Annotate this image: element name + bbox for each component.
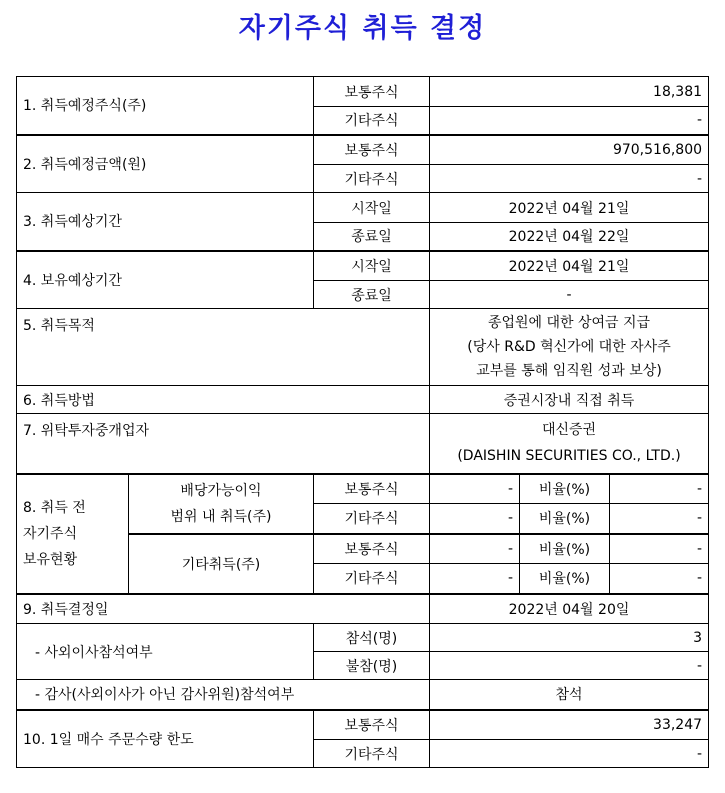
row-planned-amount xyxy=(17,135,709,165)
outside-directors-label: - 사외이사참석여부 xyxy=(17,624,314,680)
row-holding-period xyxy=(17,251,709,281)
row-method xyxy=(17,386,709,414)
treasury-holdings-label: 8. 취득 전 자기주식 보유현황 xyxy=(17,474,129,594)
absent-count: - xyxy=(430,652,709,680)
broker-label: 7. 위탁투자중개업자 xyxy=(17,414,430,474)
decision-date-label: 9. 취득결정일 xyxy=(17,594,430,624)
daily-limit-other: - xyxy=(430,740,709,768)
attend-count: 3 xyxy=(430,624,709,652)
holding-qty: - xyxy=(430,564,520,594)
holding-period-label: 4. 보유예상기간 xyxy=(17,251,314,309)
method-label: 6. 취득방법 xyxy=(17,386,430,414)
daily-limit-label: 10. 1일 매수 주문수량 한도 xyxy=(17,710,314,768)
other-stock-label: 기타주식 xyxy=(314,165,430,193)
holding-qty: - xyxy=(430,504,520,534)
planned-shares-common: 18,381 xyxy=(430,77,709,107)
planned-amount-other: - xyxy=(430,165,709,193)
row-acquisition-period xyxy=(17,193,709,223)
purpose-line: 종업원에 대한 상여금 지급 xyxy=(487,315,651,331)
common-stock-label: 보통주식 xyxy=(314,534,430,564)
holding-qty: - xyxy=(430,534,520,564)
auditor-label: - 감사(사외이사가 아닌 감사위원)참석여부 xyxy=(17,680,430,710)
acquisition-start-date: 2022년 04월 21일 xyxy=(430,193,709,223)
holding-ratio: - xyxy=(610,534,709,564)
broker-name: 대신증권 xyxy=(541,422,597,439)
planned-shares-other: - xyxy=(430,107,709,135)
absent-label: 불참(명) xyxy=(314,652,430,680)
page-title: 자기주식 취득 결정 xyxy=(238,13,487,44)
acquisition-period-label: 3. 취득예상기간 xyxy=(17,193,314,251)
common-stock-label: 보통주식 xyxy=(314,77,430,107)
broker-value xyxy=(430,414,709,474)
holding-start-date: 2022년 04월 21일 xyxy=(430,251,709,281)
row-purpose xyxy=(17,309,709,386)
row-treasury-holdings xyxy=(17,474,709,504)
common-stock-label: 보통주식 xyxy=(314,710,430,740)
distributable-profit-label: 배당가능이익 범위 내 취득(주) xyxy=(129,474,314,534)
holding-ratio: - xyxy=(610,474,709,504)
planned-shares-label: 1. 취득예정주식(주) xyxy=(17,77,314,135)
start-date-label: 시작일 xyxy=(314,251,430,281)
attend-label: 참석(명) xyxy=(314,624,430,652)
row-daily-limit xyxy=(17,710,709,740)
end-date-label: 종료일 xyxy=(314,281,430,309)
row-decision-date xyxy=(17,594,709,624)
ratio-label: 비율(%) xyxy=(520,474,610,504)
daily-limit-common: 33,247 xyxy=(430,710,709,740)
end-date-label: 종료일 xyxy=(314,223,430,251)
purpose-value xyxy=(430,309,709,386)
holding-ratio: - xyxy=(610,564,709,594)
planned-amount-label: 2. 취득예정금액(원) xyxy=(17,135,314,193)
other-stock-label: 기타주식 xyxy=(314,740,430,768)
acquisition-end-date: 2022년 04월 22일 xyxy=(430,223,709,251)
other-stock-label: 기타주식 xyxy=(314,504,430,534)
broker-name-en: (DAISHIN SECURITIES CO., LTD.) xyxy=(457,448,681,465)
other-stock-label: 기타주식 xyxy=(314,564,430,594)
start-date-label: 시작일 xyxy=(314,193,430,223)
holding-ratio: - xyxy=(610,504,709,534)
row-auditor xyxy=(17,680,709,710)
row-planned-shares xyxy=(17,77,709,107)
row-broker xyxy=(17,414,709,474)
purpose-line: (당사 R&D 혁신가에 대한 자사주 xyxy=(467,339,671,355)
other-stock-label: 기타주식 xyxy=(314,107,430,135)
common-stock-label: 보통주식 xyxy=(314,474,430,504)
common-stock-label: 보통주식 xyxy=(314,135,430,165)
purpose-line: 교부를 통해 임직원 성과 보상) xyxy=(476,363,662,379)
buyback-decision-table xyxy=(16,76,709,768)
auditor-value: 참석 xyxy=(430,680,709,710)
planned-amount-common: 970,516,800 xyxy=(430,135,709,165)
row-outside-directors xyxy=(17,624,709,652)
ratio-label: 비율(%) xyxy=(520,534,610,564)
holding-end-date: - xyxy=(430,281,709,309)
holding-qty: - xyxy=(430,474,520,504)
method-value: 증권시장내 직접 취득 xyxy=(430,386,709,414)
purpose-label: 5. 취득목적 xyxy=(17,309,430,386)
other-acquisition-label: 기타취득(주) xyxy=(129,534,314,594)
ratio-label: 비율(%) xyxy=(520,564,610,594)
ratio-label: 비율(%) xyxy=(520,504,610,534)
decision-date-value: 2022년 04월 20일 xyxy=(430,594,709,624)
